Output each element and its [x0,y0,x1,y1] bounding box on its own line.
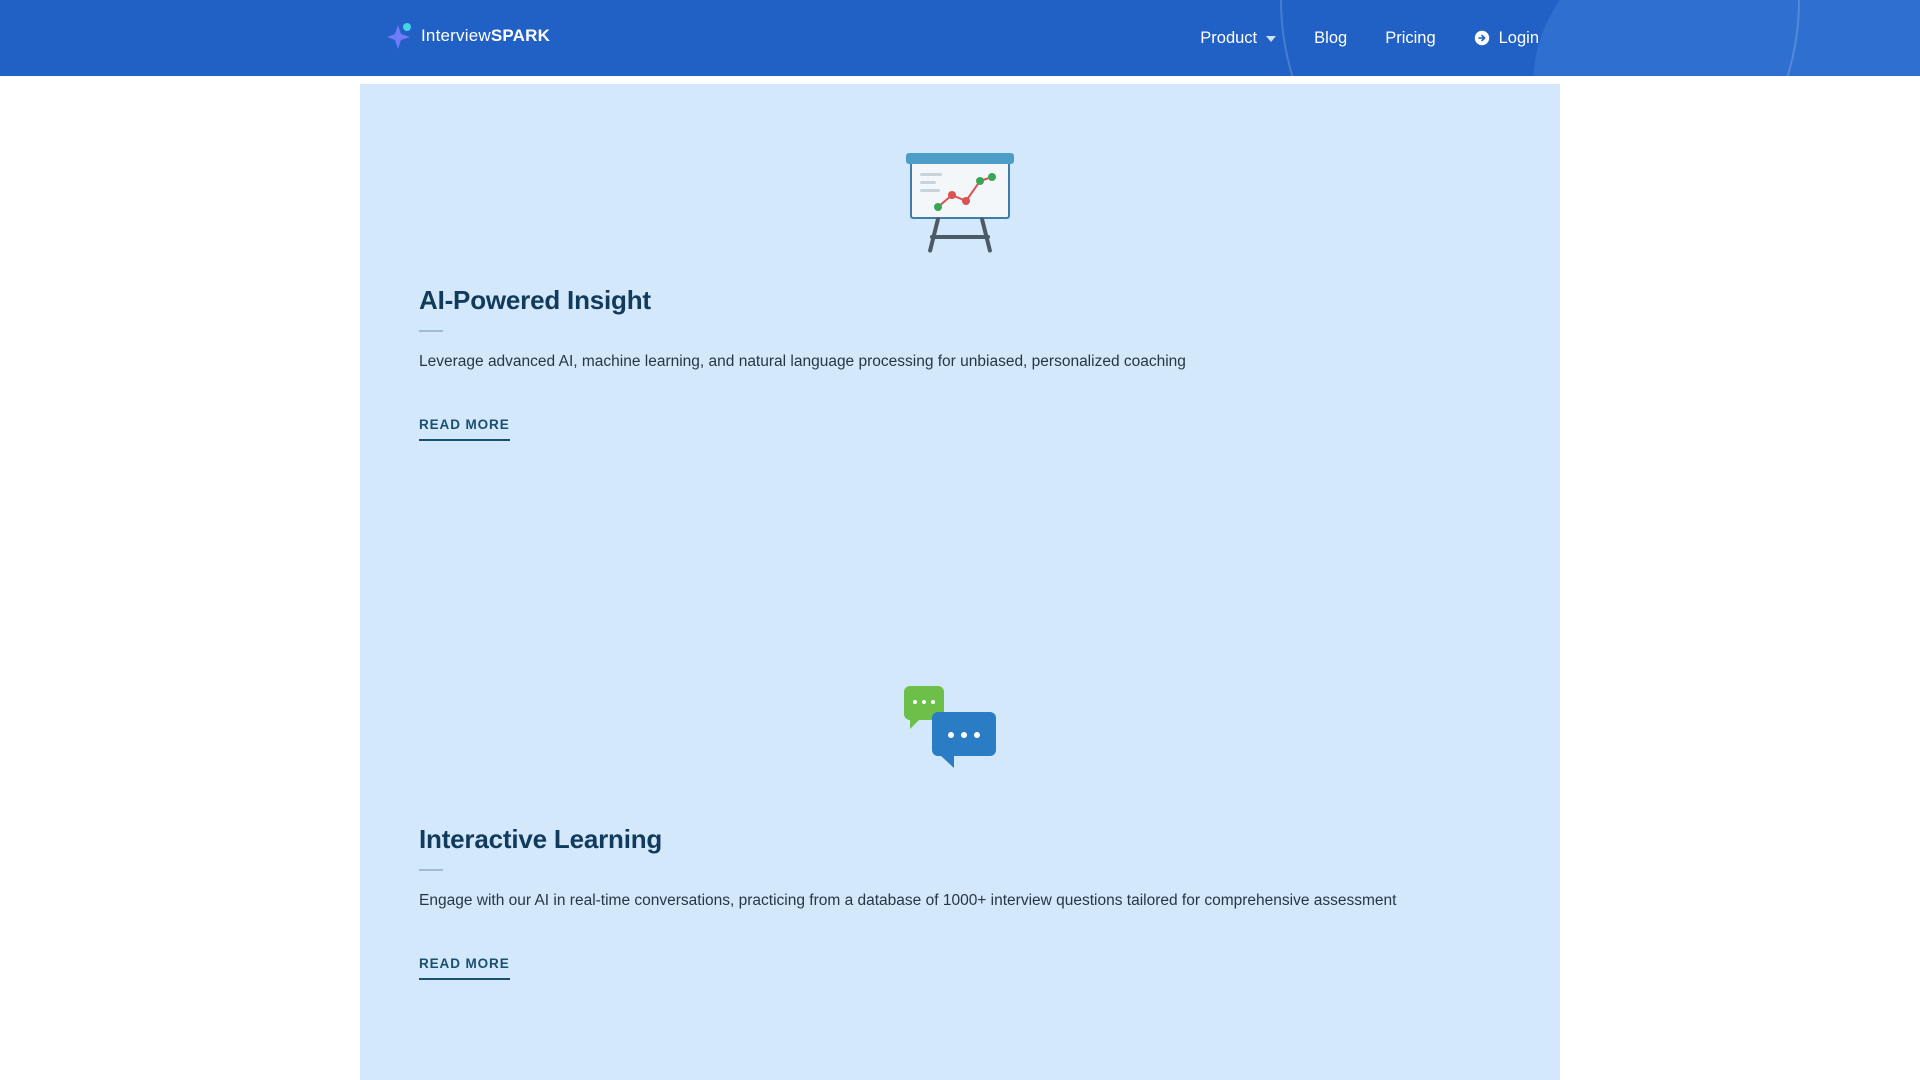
feature-title: Interactive Learning [419,824,663,854]
title-underline [419,330,443,332]
nav-item-pricing[interactable] [1366,29,1454,48]
main-navigation [1181,0,1920,76]
login-arrow-icon [1474,30,1490,46]
features-panel [360,84,1560,1080]
nav-item-product[interactable] [1181,29,1295,48]
brand-name-suffix: SPARK [490,26,551,45]
brand-name [421,26,550,46]
presentation-chart-icon [900,139,1020,259]
feature-card-interactive-learning [360,678,1560,980]
site-header [0,0,1920,76]
nav-item-login-label: Login [1498,28,1539,47]
feature-description: Engage with our AI in real-time conversations, practicing from a database of 1000+ interview questions tailored for comprehensive assessment [419,892,1397,909]
spark-icon [388,21,414,51]
read-more-link[interactable]: READ MORE [419,956,510,980]
page-body [0,76,1920,1080]
chat-bubbles-icon [900,678,1020,798]
nav-item-pricing-label: Pricing [1385,28,1436,47]
read-more-link[interactable]: READ MORE [419,417,510,441]
brand-name-prefix: Interview [421,26,491,45]
nav-item-blog-label: Blog [1314,28,1348,47]
chevron-down-icon [1266,36,1276,42]
nav-item-product-label: Product [1200,28,1258,47]
feature-description: Leverage advanced AI, machine learning, and natural language processing for unbiased, personalized coaching [419,353,1186,370]
nav-item-login[interactable] [1455,29,1558,48]
title-underline [419,869,443,871]
nav-item-blog[interactable] [1295,29,1366,48]
feature-title: AI-Powered Insight [419,285,651,315]
feature-card-ai-powered-insight [360,139,1560,441]
brand-logo[interactable] [388,21,550,51]
